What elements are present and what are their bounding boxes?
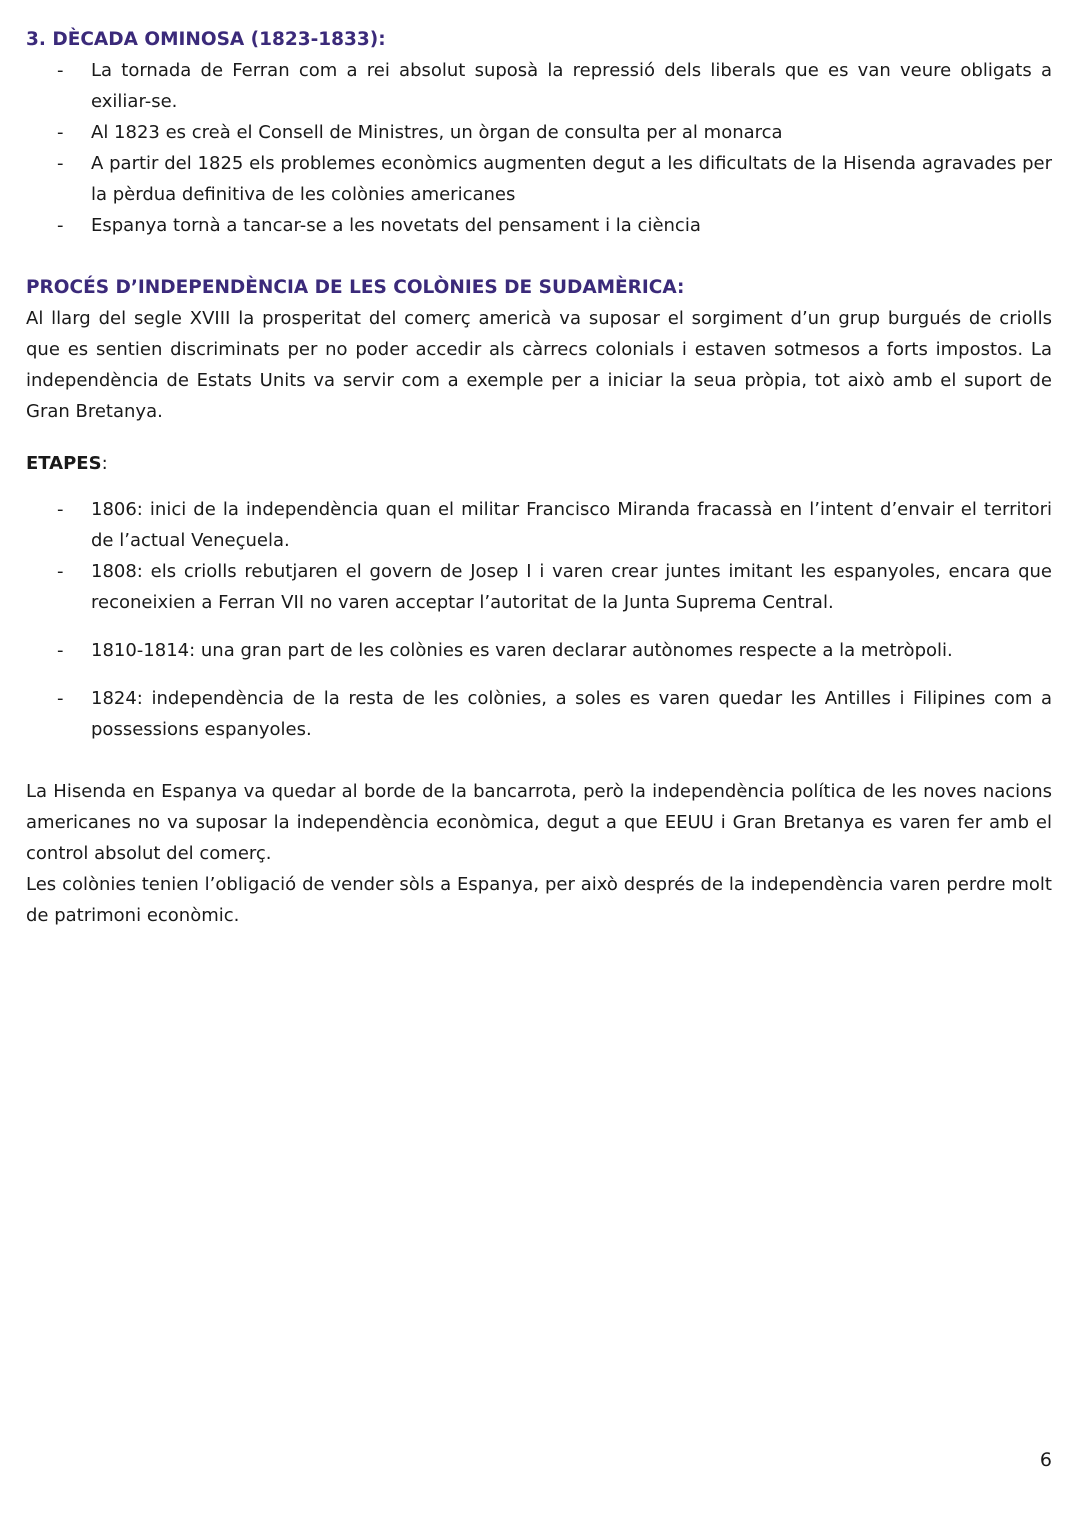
list-item [26,635,1052,666]
list-item [26,55,1052,117]
etapes-label [26,448,1052,479]
list-item-text: 1824: independència de la resta de les colònies, a soles es varen quedar les Antilles i Filipines com a possessions espanyoles. [91,688,1052,740]
list-item [26,117,1052,148]
decada-ominosa-list [26,55,1052,241]
list-item [26,210,1052,241]
bullet-dash: - [57,499,64,520]
etapes-label-text: ETAPES [26,453,102,474]
list-item-text: Espanya tornà a tancar-se a les novetats del pensament i la ciència [91,215,701,236]
etapes-list [26,494,1052,745]
list-item [26,494,1052,556]
intro-paragraph: Al llarg del segle XVIII la prosperitat del comerç americà va suposar el sorgiment d’un grup burgués de criolls que es sentien discriminats per no poder accedir als càrrecs colonials i estaven sotmesos a forts impostos. La independència de Estats Units va servir com a exemple per a iniciar la seua pròpia, tot això amb el suport de Gran Bretanya. [26,308,1052,422]
etapes-label-colon: : [101,453,108,474]
closing-paragraph: La Hisenda en Espanya va quedar al borde de la bancarrota, però la independència política de les noves nacions americanes no va suposar la independència econòmica, degut a que EEUU i Gran Bretanya es varen fer amb el control absolut del comerç. [26,781,1052,864]
bullet-dash: - [57,60,64,81]
bullet-dash: - [57,215,64,236]
list-item [26,683,1052,745]
bullet-dash: - [57,640,64,661]
list-item-text: 1806: inici de la independència quan el militar Francisco Miranda fracassà en l’intent d’envair el territori de l’actual Veneçuela. [91,499,1052,551]
list-item-text: La tornada de Ferran com a rei absolut suposà la repressió dels liberals que es van veure obligats a exiliar-se. [91,60,1052,112]
list-item-text: A partir del 1825 els problemes econòmics augmenten degut a les dificultats de la Hisenda agravades per la pèrdua definitiva de les colònies americanes [91,153,1052,205]
document-page [26,24,1052,931]
list-item-text: 1808: els criolls rebutjaren el govern de Josep I i varen crear juntes imitant les espanyoles, encara que reconeixien a Ferran VII no varen acceptar l’autoritat de la Junta Suprema Central. [91,561,1052,613]
bullet-dash: - [57,122,64,143]
list-item-text: Al 1823 es creà el Consell de Ministres, un òrgan de consulta per al monarca [91,122,783,143]
list-item [26,556,1052,618]
bullet-dash: - [57,561,64,582]
closing-block [26,776,1052,931]
section-title-independencia: PROCÉS D’INDEPENDÈNCIA DE LES COLÒNIES DE SUDAMÈRICA: [26,277,685,298]
section-title-decada-ominosa: 3. DÈCADA OMINOSA (1823-1833): [26,29,386,50]
list-item [26,148,1052,210]
bullet-dash: - [57,153,64,174]
page-number: 6 [1039,1449,1052,1471]
list-item-text: 1810-1814: una gran part de les colònies es varen declarar autònomes respecte a la metròpoli. [91,640,953,661]
section-spacer [26,241,1052,272]
closing-paragraph: Les colònies tenien l’obligació de vender sòls a Espanya, per això després de la independència varen perdre molt de patrimoni econòmic. [26,874,1052,926]
bullet-dash: - [57,688,64,709]
